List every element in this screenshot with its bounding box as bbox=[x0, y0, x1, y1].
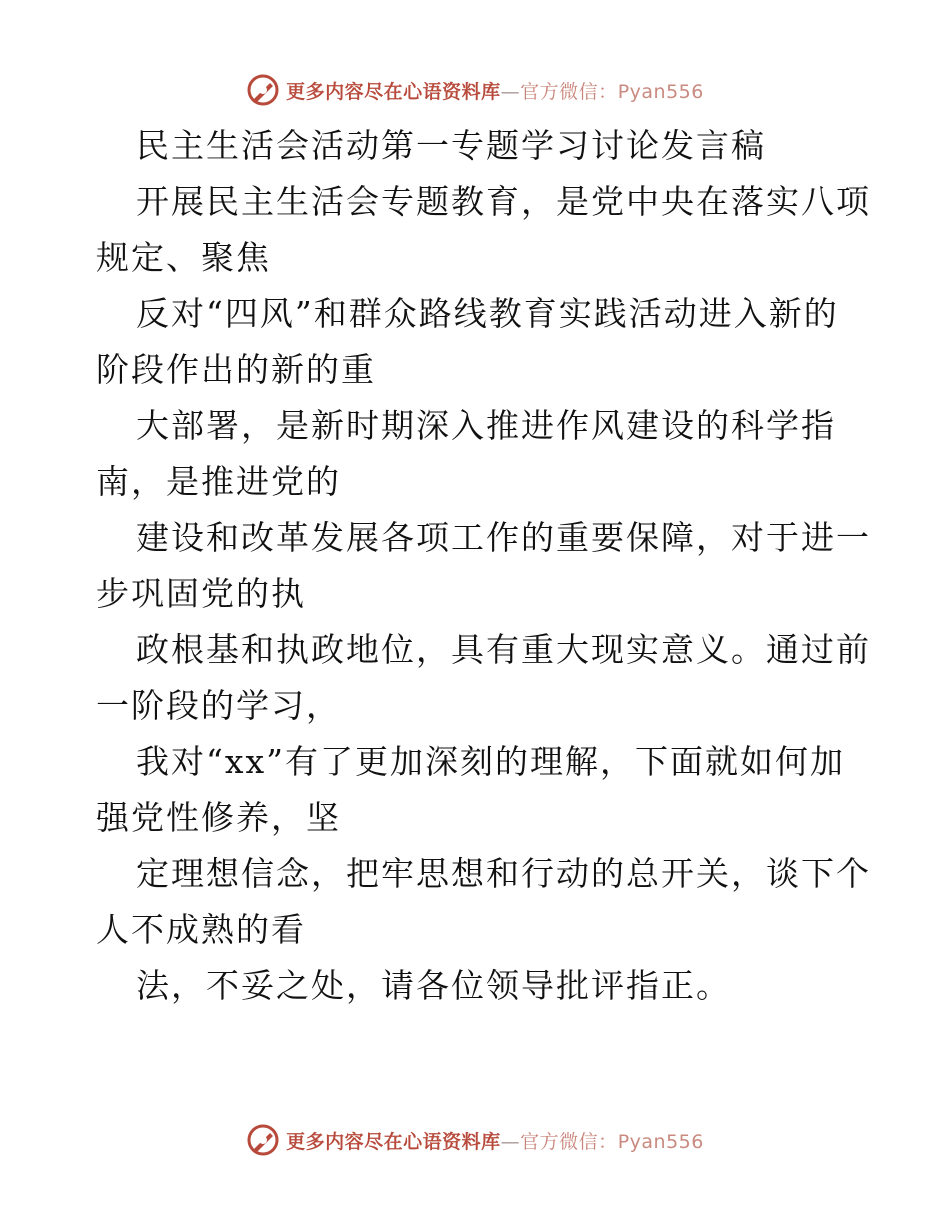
watermark-separator: — bbox=[500, 80, 521, 103]
paragraph bbox=[96, 398, 856, 510]
paragraph bbox=[96, 734, 856, 846]
document-body bbox=[96, 118, 871, 1014]
paragraph-line: 步巩固党的执 bbox=[96, 574, 306, 613]
paragraph-line: 规定、聚焦 bbox=[96, 238, 271, 277]
watermark-main-text: 更多内容尽在心语资料库 bbox=[286, 80, 501, 103]
watermark-label: 官方微信： bbox=[520, 1130, 618, 1153]
paragraph-line: 开展民主生活会专题教育，是党中央在落实八项 bbox=[136, 182, 871, 221]
watermark-text bbox=[286, 1127, 704, 1154]
paragraph-line: 我对“xx”有了更加深刻的理解，下面就如何加 bbox=[136, 742, 845, 781]
watermark-separator: — bbox=[500, 1130, 521, 1153]
paragraph-line: 反对“四风”和群众路线教育实践活动进入新的 bbox=[136, 294, 839, 333]
watermark-footer bbox=[0, 1120, 950, 1160]
pen-logo-icon bbox=[246, 73, 280, 107]
paragraph-line: 建设和改革发展各项工作的重要保障，对于进一 bbox=[136, 518, 871, 557]
paragraph-line: 定理想信念，把牢思想和行动的总开关，谈下个 bbox=[136, 854, 871, 893]
document-title: 民主生活会活动第一专题学习讨论发言稿 bbox=[136, 126, 766, 165]
paragraph-line: 法，不妥之处，请各位领导批评指正。 bbox=[136, 966, 731, 1005]
paragraph bbox=[96, 286, 856, 398]
paragraph-line: 一阶段的学习， bbox=[96, 686, 341, 725]
paragraph-line: 阶段作出的新的重 bbox=[96, 350, 376, 389]
paragraph bbox=[96, 174, 871, 286]
paragraph bbox=[96, 510, 871, 622]
watermark-label: 官方微信： bbox=[520, 80, 618, 103]
pen-logo-icon bbox=[246, 1123, 280, 1157]
paragraph-line: 南，是推进党的 bbox=[96, 462, 341, 501]
paragraph bbox=[96, 622, 871, 734]
watermark-id: Pyan556 bbox=[617, 80, 704, 103]
paragraph bbox=[96, 958, 856, 1014]
watermark-id: Pyan556 bbox=[617, 1130, 704, 1153]
paragraph bbox=[96, 846, 871, 958]
paragraph-line: 政根基和执政地位，具有重大现实意义。通过前 bbox=[136, 630, 871, 669]
paragraph-line: 人不成熟的看 bbox=[96, 910, 306, 949]
paragraph-line: 强党性修养，坚 bbox=[96, 798, 341, 837]
watermark-text bbox=[286, 77, 704, 104]
watermark-main-text: 更多内容尽在心语资料库 bbox=[286, 1130, 501, 1153]
paragraph-line: 大部署，是新时期深入推进作风建设的科学指 bbox=[136, 406, 836, 445]
watermark-header bbox=[0, 70, 950, 110]
paragraph-list bbox=[96, 174, 871, 1014]
